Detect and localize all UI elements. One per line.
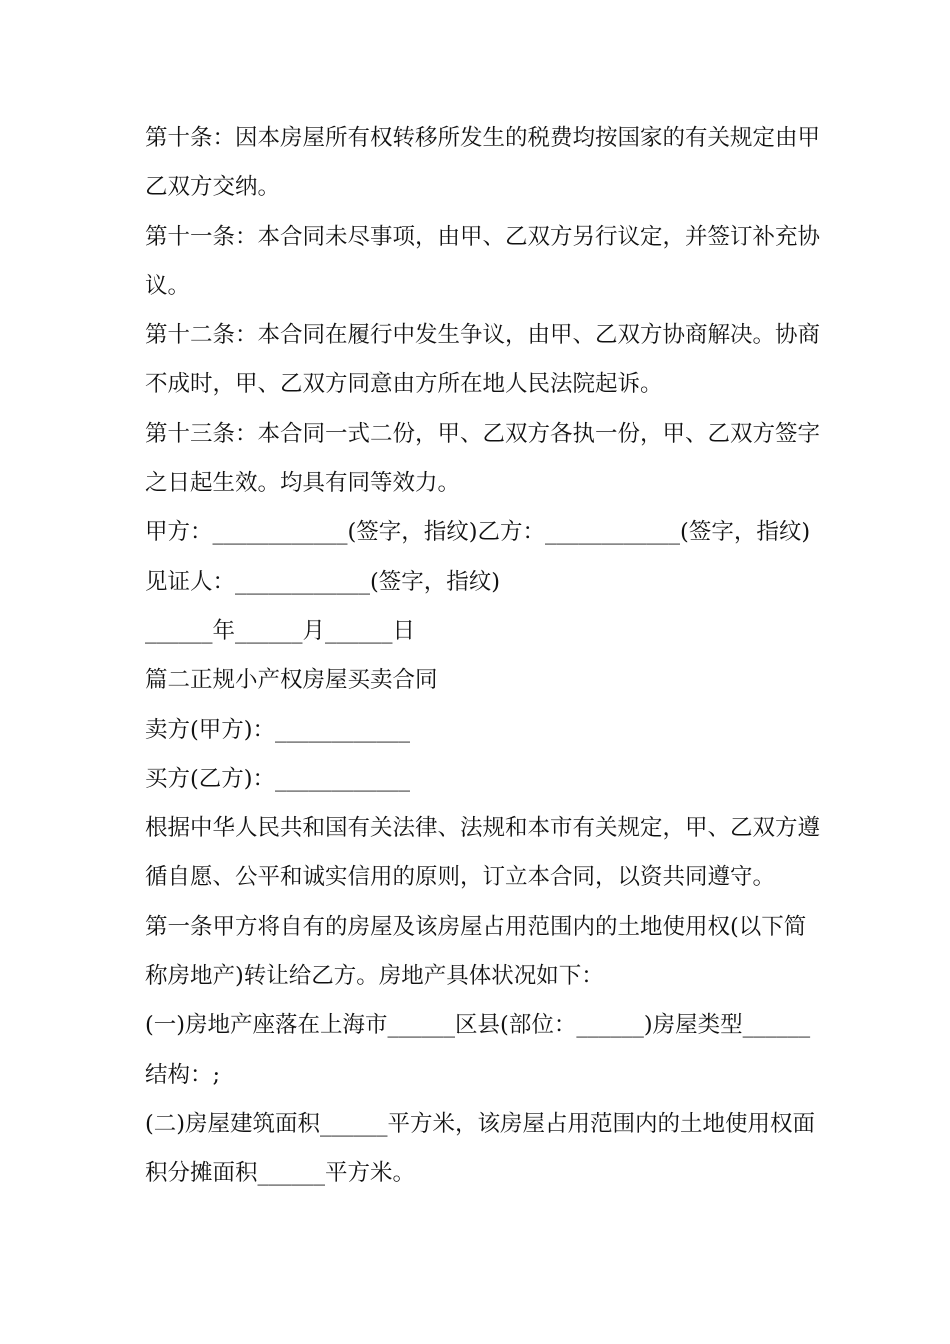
text-line: 第十二条：本合同在履行中发生争议，由甲、乙双方协商解决。协商 [145,322,821,349]
text-line: 乙双方交纳。 [145,174,281,201]
text-line: 第十条：因本房屋所有权转移所发生的税费均按国家的有关规定由甲 [145,125,821,151]
date-line: ______年______月______日 [145,617,416,644]
text-line: 称房地产)转让给乙方。房地产具体状况如下： [145,963,604,990]
text-line: (一)房地产座落在上海市______区县(部位：______)房屋类型______ [145,1012,811,1039]
document-body [145,114,821,1199]
signature-line: 甲方：____________(签字，指纹)乙方：____________(签字，指纹) [145,519,811,546]
text-line: 之日起生效。均具有同等效力。 [145,470,461,497]
text-line: 积分摊面积______平方米。 [145,1160,416,1187]
text-line: 议。 [145,272,191,299]
text-line: 第十三条：本合同一式二份，甲、乙双方各执一份，甲、乙双方签字 [145,420,821,447]
text-line: 不成时，甲、乙双方同意由方所在地人民法院起诉。 [145,371,663,398]
seller-line: 卖方(甲方)：____________ [145,716,411,743]
text-line: (二)房屋建筑面积______平方米，该房屋占用范围内的土地使用权面 [145,1110,816,1137]
text-line: 第十一条：本合同未尽事项，由甲、乙双方另行议定，并签订补充协 [145,223,821,250]
witness-line: 见证人：____________(签字，指纹) [145,568,501,595]
text-line: 第一条甲方将自有的房屋及该房屋占用范围内的土地使用权(以下简 [145,913,807,940]
text-line: 根据中华人民共和国有关法律、法规和本市有关规定，甲、乙双方遵 [145,815,821,842]
text-line: 循自愿、公平和诚实信用的原则，订立本合同，以资共同遵守。 [145,864,776,891]
text-line: 结构：; [145,1061,221,1088]
section-heading: 篇二正规小产权房屋买卖合同 [145,667,438,694]
buyer-line: 买方(乙方)：____________ [145,765,411,792]
